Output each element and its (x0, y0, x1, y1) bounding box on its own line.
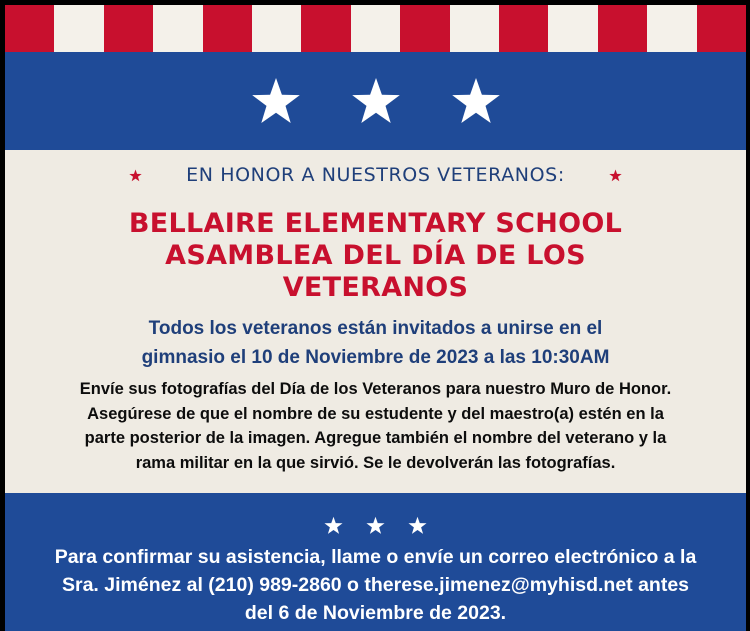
title-line: VETERANOS (282, 272, 469, 303)
subtitle-row (5, 164, 746, 186)
top-blue-band (5, 52, 746, 150)
red-stripe (400, 5, 449, 52)
red-stripe (5, 5, 54, 52)
flag-stripes (5, 5, 746, 52)
details-line: Envíe sus fotografías del Día de los Veteranos para nuestro Muro de Honor. (79, 380, 672, 398)
bottom-blue-band (5, 493, 746, 631)
invite-line: Todos los veteranos están invitados a unirse en el (148, 318, 603, 339)
white-star-icon (366, 516, 385, 535)
white-stripe (252, 5, 301, 52)
red-star-icon (609, 169, 622, 182)
red-stripe (104, 5, 153, 52)
red-stripe (203, 5, 252, 52)
invitation-text (5, 314, 746, 372)
photo-instructions (5, 377, 746, 475)
red-stripe (301, 5, 350, 52)
content-area (5, 150, 746, 493)
white-star-icon (351, 76, 401, 126)
white-star-icon (451, 76, 501, 126)
details-line: parte posterior de la imagen. Agregue también el nombre del veterano y la (84, 429, 667, 447)
invite-line: gimnasio el 10 de Noviembre de 2023 a las 10:30AM (141, 347, 610, 368)
white-stripe (647, 5, 696, 52)
white-star-icon (251, 76, 301, 126)
details-line: Asegúrese de que el nombre de su estudente y del maestro(a) estén en la (87, 404, 664, 423)
red-stripe (499, 5, 548, 52)
subtitle: EN HONOR A NUESTROS VETERANOS: (186, 164, 565, 186)
red-stripe (598, 5, 647, 52)
red-stripe (697, 5, 746, 52)
big-stars-row (5, 52, 746, 150)
white-stripe (54, 5, 103, 52)
white-star-icon (408, 516, 427, 535)
white-stripe (351, 5, 400, 52)
rsvp-line: Para confirmar su asistencia, llame o envíe un correo electrónico a la (54, 546, 697, 568)
white-stripe (548, 5, 597, 52)
flyer (5, 5, 746, 631)
event-title (5, 208, 746, 304)
red-star-icon (129, 169, 142, 182)
title-line: ASAMBLEA DEL DÍA DE LOS (165, 240, 586, 271)
rsvp-line: Sra. Jiménez al (210) 989-2860 o therese.jimenez@myhisd.net antes (61, 574, 690, 596)
white-star-icon (324, 516, 343, 535)
small-stars-row (5, 516, 746, 535)
rsvp-text (5, 543, 746, 627)
details-line: rama militar en la que sirvió. Se le devolverán las fotografías. (135, 453, 616, 472)
title-line: BELLAIRE ELEMENTARY SCHOOL (128, 208, 623, 239)
white-stripe (153, 5, 202, 52)
white-stripe (450, 5, 499, 52)
rsvp-line: del 6 de Noviembre de 2023. (244, 602, 507, 624)
